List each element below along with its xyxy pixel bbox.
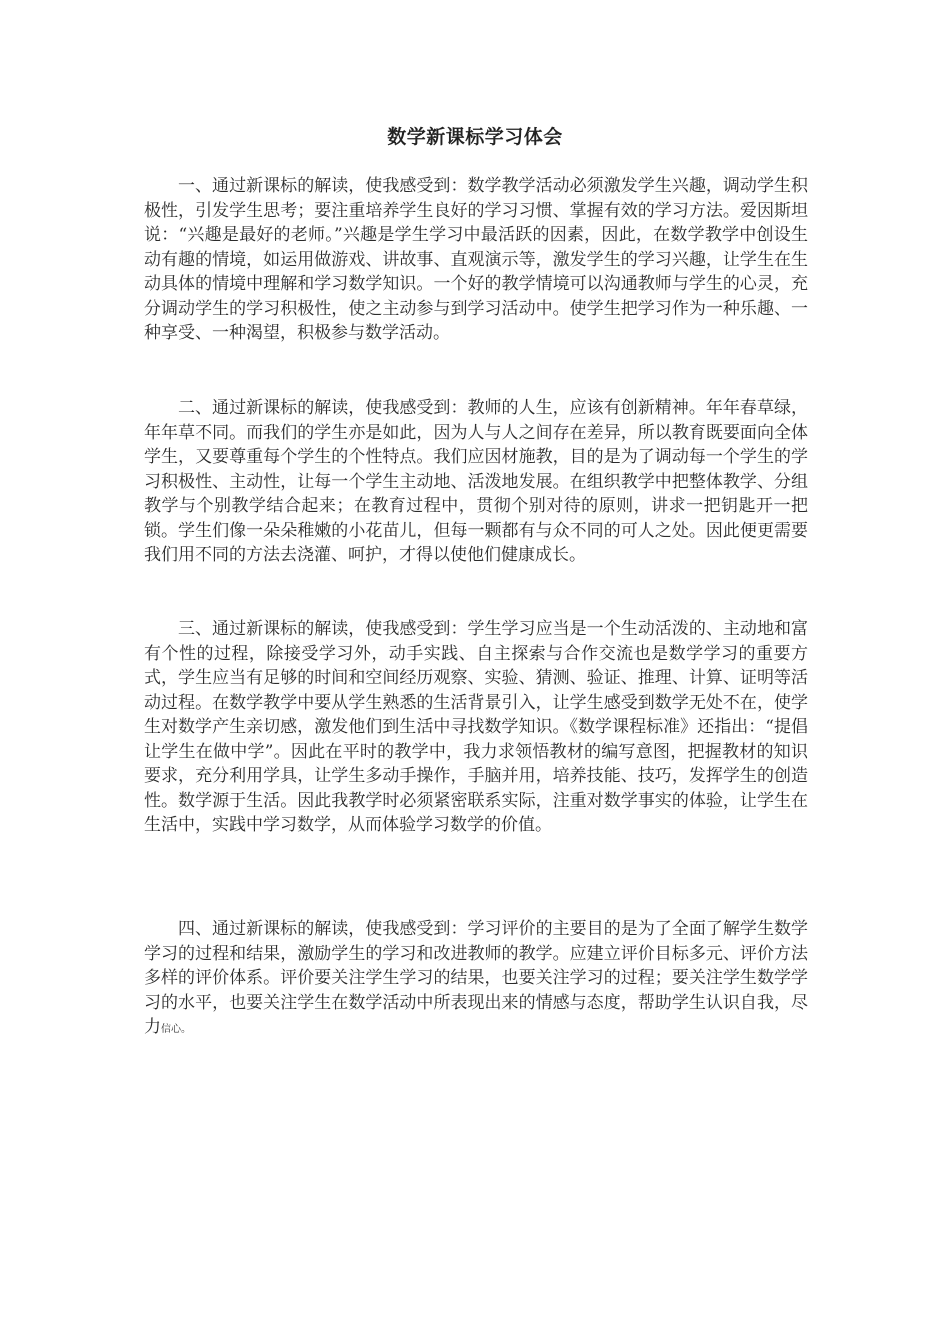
paragraph-4-text: 四、通过新课标的解读，使我感受到：学习评价的主要目的是为了全面了解学生数学学习的过程和结果，激励学生的学习和改进教师的教学。应建立评价目标多元、评价方法多样的评价体系。评价要关注学生学习的结果，也要关注学习的过程；要关注学生数学学习的水平，也要关注学生在数学活动中所表现出来的情感与态度，帮助学生认识自我，尽力	[144, 919, 808, 1037]
paragraph-2: 二、通过新课标的解读，使我感受到：教师的人生，应该有创新精神。年年春草绿，年年草不同。而我们的学生亦是如此，因为人与人之间存在差异，所以教育既要面向全体学生，又要尊重每个学生的个性特点。我们应因材施教，目的是为了调动每一个学生的学习积极性、主动性，让每一个学生主动地、活泼地发展。在组织教学中把整体教学、分组教学与个别教学结合起来；在教育过程中，贯彻个别对待的原则，讲求一把钥匙开一把锁。学生们像一朵朵稚嫩的小花苗儿，但每一颗都有与众不同的可人之处。因此便更需要我们用不同的方法去浇灌、呵护，才得以使他们健康成长。	[144, 398, 808, 565]
paragraph-3: 三、通过新课标的解读，使我感受到：学生学习应当是一个生动活泼的、主动地和富有个性的过程，除接受学习外，动手实践、自主探索与合作交流也是数学学习的重要方式，学生应当有足够的时间和空间经历观察、实验、猜测、验证、推理、计算、证明等活动过程。在数学教学中要从学生熟悉的生活背景引入，让学生感受到数学无处不在，使学生对数学产生亲切感，激发他们到生活中寻找数学知识。《数学课程标准》还指出：“提倡让学生在做中学”。因此在平时的教学中，我力求领悟教材的编写意图，把握教材的知识要求，充分利用学具，让学生多动手操作，手脑并用，培养技能、技巧，发挥学生的创造性。数学源于生活。因此我教学时必须紧密联系实际，注重对数学事实的体验，让学生在生活中，实践中学习数学，从而体验学习数学的价值。	[144, 619, 808, 835]
paragraph-4-tail: 信心。	[161, 1024, 191, 1035]
paragraph-4	[144, 917, 808, 1043]
paragraph-1: 一、通过新课标的解读，使我感受到：数学教学活动必须激发学生兴趣，调动学生积极性，引发学生思考；要注重培养学生良好的学习习惯、掌握有效的学习方法。爱因斯坦说：“兴趣是最好的老师。”兴趣是学生学习中最活跃的因素，因此，在数学教学中创设生动有趣的情境，如运用做游戏、讲故事、直观演示等，激发学生的学习兴趣，让学生在生动具体的情境中理解和学习数学知识。一个好的教学情境可以沟通教师与学生的心灵，充分调动学生的学习积极性，使之主动参与到学习活动中。使学生把学习作为一种乐趣、一种享受、一种渴望，积极参与数学活动。	[144, 176, 808, 343]
document-title: 数学新课标学习体会	[387, 126, 563, 148]
